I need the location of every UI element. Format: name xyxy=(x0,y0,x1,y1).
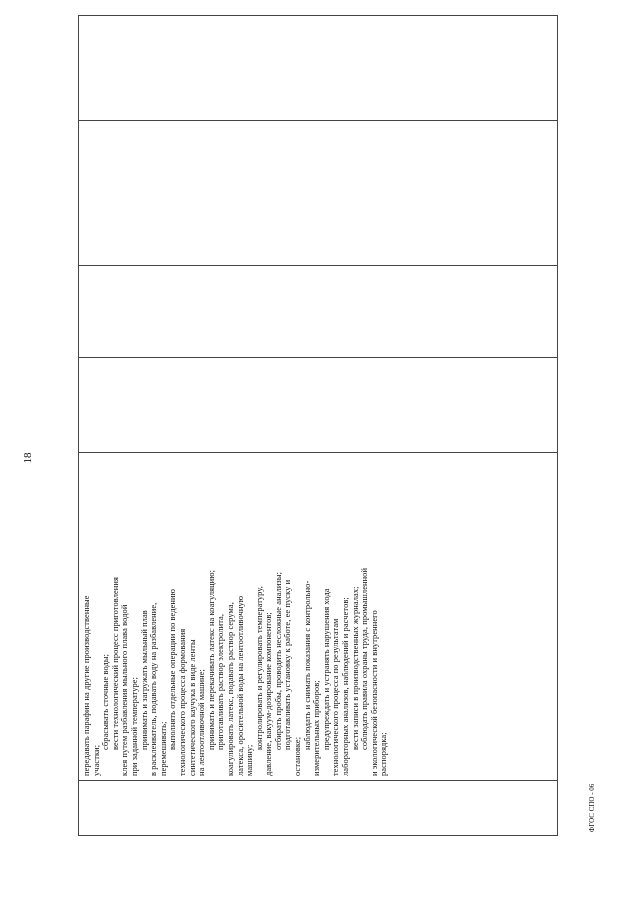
table-column-hours-required xyxy=(79,266,557,358)
table-column-content xyxy=(79,453,557,781)
text-line: давление, вакуум-дозирование компонентов; xyxy=(264,612,274,776)
text-line: лабораторных анализов, наблюдений и расчетов; xyxy=(341,597,351,776)
text-line: контролировать и регулировать температуру, xyxy=(254,586,264,750)
text-line: при заданной температуре; xyxy=(129,676,139,776)
text-line: участки; xyxy=(91,744,101,776)
text-line: синтетического каучука в виде ленты xyxy=(187,639,197,776)
text-line: приготавливать раствор электролита, xyxy=(216,613,226,750)
text-line: вести технологический процесс приготовления xyxy=(110,577,120,750)
text-line: коагулировать латекс, подавать раствор серума, xyxy=(225,602,235,776)
text-line: клея путем разбавления мыльного плава водой xyxy=(120,604,130,776)
page-number: 18 xyxy=(22,452,34,464)
footer-code: ФГОС СПО - 06 xyxy=(588,783,596,833)
standards-table xyxy=(78,15,558,836)
text-line: в расклеиватель, подавать воду на разбавление, xyxy=(149,602,159,776)
text-line: технологического процесса формования xyxy=(177,628,187,776)
text-line: распорядка; xyxy=(379,732,389,776)
text-line: наблюдать и снимать показания с контрольно- xyxy=(302,580,312,750)
text-line: измерительных приборов; xyxy=(312,680,322,776)
text-line: технологического процесса по результатам xyxy=(331,618,341,776)
text-line: принимать и перекачивать латекс на коагуляцию; xyxy=(206,569,216,750)
text-line: сбрасывать сточные воды; xyxy=(101,653,111,750)
text-line: остановке; xyxy=(293,736,303,776)
text-line: предупреждать и устранять нарушения хода xyxy=(321,588,331,750)
table-column-code xyxy=(79,781,557,835)
text-line: вести записи в производственных журналах; xyxy=(350,586,360,750)
text-line: машину; xyxy=(245,744,255,776)
text-line: на лентоотливочной машине; xyxy=(197,669,207,776)
text-line: латекса, оросительной воды на лентоотливочную xyxy=(235,595,245,776)
text-line: подготавливать установку к работе, ее пуску и xyxy=(283,579,293,750)
text-line: соблюдать правила охраны труда, промышленной xyxy=(360,567,370,750)
text-line: передавать парафин на другие производственные xyxy=(82,595,91,776)
text-line: отбирать пробы, проводить несложные анализы; xyxy=(273,572,283,750)
text-line: выполнять отдельные операции по ведению xyxy=(168,589,178,750)
table-column-hours-max xyxy=(79,358,557,453)
requirements-text xyxy=(79,453,389,780)
text-line: и экологической безопасности и внутреннего xyxy=(369,610,379,776)
text-line: принимать и загружать мыльный плав xyxy=(139,610,149,750)
table-column-discipline xyxy=(79,121,557,266)
table-column-competences xyxy=(79,14,557,121)
text-line: перемешивать; xyxy=(158,721,168,776)
